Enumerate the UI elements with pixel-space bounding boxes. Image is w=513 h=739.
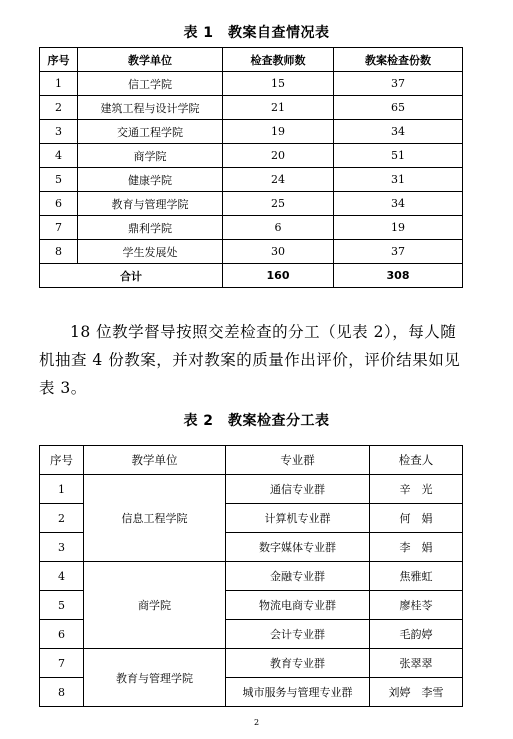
table-row xyxy=(40,216,463,240)
table-row xyxy=(40,72,463,96)
unit-cell: 信息工程学院 xyxy=(84,475,226,562)
row-no: 8 xyxy=(40,678,84,707)
row-unit: 信工学院 xyxy=(78,72,223,96)
row-teachers: 20 xyxy=(223,144,334,168)
paragraph-line-3: 表 3。 xyxy=(39,379,87,397)
row-copies: 37 xyxy=(334,240,463,264)
row-copies: 37 xyxy=(334,72,463,96)
row-unit: 教育与管理学院 xyxy=(78,192,223,216)
row-no: 6 xyxy=(40,192,78,216)
row-unit: 交通工程学院 xyxy=(78,120,223,144)
row-copies: 19 xyxy=(334,216,463,240)
header-copies: 教案检查份数 xyxy=(334,48,463,72)
row-group: 城市服务与管理专业群 xyxy=(226,678,370,707)
row-inspector: 李 娟 xyxy=(370,533,463,562)
table2-header-row xyxy=(40,446,463,475)
header-inspector: 检查人 xyxy=(370,446,463,475)
unit-cell: 商学院 xyxy=(84,562,226,649)
header-unit: 教学单位 xyxy=(84,446,226,475)
assignment-table xyxy=(39,445,463,707)
row-no: 5 xyxy=(40,591,84,620)
header-unit: 教学单位 xyxy=(78,48,223,72)
table-row xyxy=(40,144,463,168)
table-row xyxy=(40,562,463,591)
row-inspector: 刘婷 李雪 xyxy=(370,678,463,707)
row-copies: 51 xyxy=(334,144,463,168)
row-no: 1 xyxy=(40,475,84,504)
paragraph-line-2: 机抽查 4 份教案，并对教案的质量作出评价，评价结果如见 xyxy=(39,351,461,369)
table-row xyxy=(40,120,463,144)
row-no: 3 xyxy=(40,120,78,144)
row-group: 教育专业群 xyxy=(226,649,370,678)
total-label: 合计 xyxy=(40,264,223,288)
row-inspector: 焦雅虹 xyxy=(370,562,463,591)
table-row xyxy=(40,96,463,120)
row-unit: 健康学院 xyxy=(78,168,223,192)
row-no: 2 xyxy=(40,504,84,533)
row-no: 3 xyxy=(40,533,84,562)
row-inspector: 张翠翠 xyxy=(370,649,463,678)
row-no: 2 xyxy=(40,96,78,120)
total-teachers: 160 xyxy=(223,264,334,288)
row-copies: 31 xyxy=(334,168,463,192)
unit-cell: 教育与管理学院 xyxy=(84,649,226,707)
row-copies: 34 xyxy=(334,120,463,144)
table1-caption: 表 1 教案自查情况表 xyxy=(183,25,330,41)
table-row xyxy=(40,192,463,216)
row-group: 金融专业群 xyxy=(226,562,370,591)
row-inspector: 毛韵婷 xyxy=(370,620,463,649)
row-teachers: 21 xyxy=(223,96,334,120)
row-no: 8 xyxy=(40,240,78,264)
row-teachers: 6 xyxy=(223,216,334,240)
table2-caption: 表 2 教案检查分工表 xyxy=(183,413,330,429)
row-unit: 学生发展处 xyxy=(78,240,223,264)
row-no: 7 xyxy=(40,649,84,678)
table-row xyxy=(40,240,463,264)
row-group: 数字媒体专业群 xyxy=(226,533,370,562)
header-teachers: 检查教师数 xyxy=(223,48,334,72)
row-teachers: 25 xyxy=(223,192,334,216)
row-teachers: 15 xyxy=(223,72,334,96)
row-teachers: 19 xyxy=(223,120,334,144)
row-no: 5 xyxy=(40,168,78,192)
row-copies: 34 xyxy=(334,192,463,216)
row-unit: 商学院 xyxy=(78,144,223,168)
row-no: 4 xyxy=(40,144,78,168)
row-no: 7 xyxy=(40,216,78,240)
row-group: 会计专业群 xyxy=(226,620,370,649)
row-group: 计算机专业群 xyxy=(226,504,370,533)
total-row xyxy=(40,264,463,288)
row-inspector: 辛 光 xyxy=(370,475,463,504)
table-row xyxy=(40,649,463,678)
table-row xyxy=(40,475,463,504)
header-group: 专业群 xyxy=(226,446,370,475)
header-no: 序号 xyxy=(40,446,84,475)
row-group: 通信专业群 xyxy=(226,475,370,504)
row-no: 6 xyxy=(40,620,84,649)
header-no: 序号 xyxy=(40,48,78,72)
page-number: 2 xyxy=(253,718,260,727)
row-no: 4 xyxy=(40,562,84,591)
paragraph-line-1: 18 位教学督导按照交差检查的分工（见表 2），每人随 xyxy=(70,323,457,341)
row-no: 1 xyxy=(40,72,78,96)
row-copies: 65 xyxy=(334,96,463,120)
row-group: 物流电商专业群 xyxy=(226,591,370,620)
row-teachers: 30 xyxy=(223,240,334,264)
row-unit: 鼎利学院 xyxy=(78,216,223,240)
table-row xyxy=(40,168,463,192)
self-check-table xyxy=(39,47,463,288)
row-teachers: 24 xyxy=(223,168,334,192)
total-copies: 308 xyxy=(334,264,463,288)
table1-header-row xyxy=(40,48,463,72)
row-inspector: 廖桂苓 xyxy=(370,591,463,620)
row-unit: 建筑工程与设计学院 xyxy=(78,96,223,120)
row-inspector: 何 娟 xyxy=(370,504,463,533)
